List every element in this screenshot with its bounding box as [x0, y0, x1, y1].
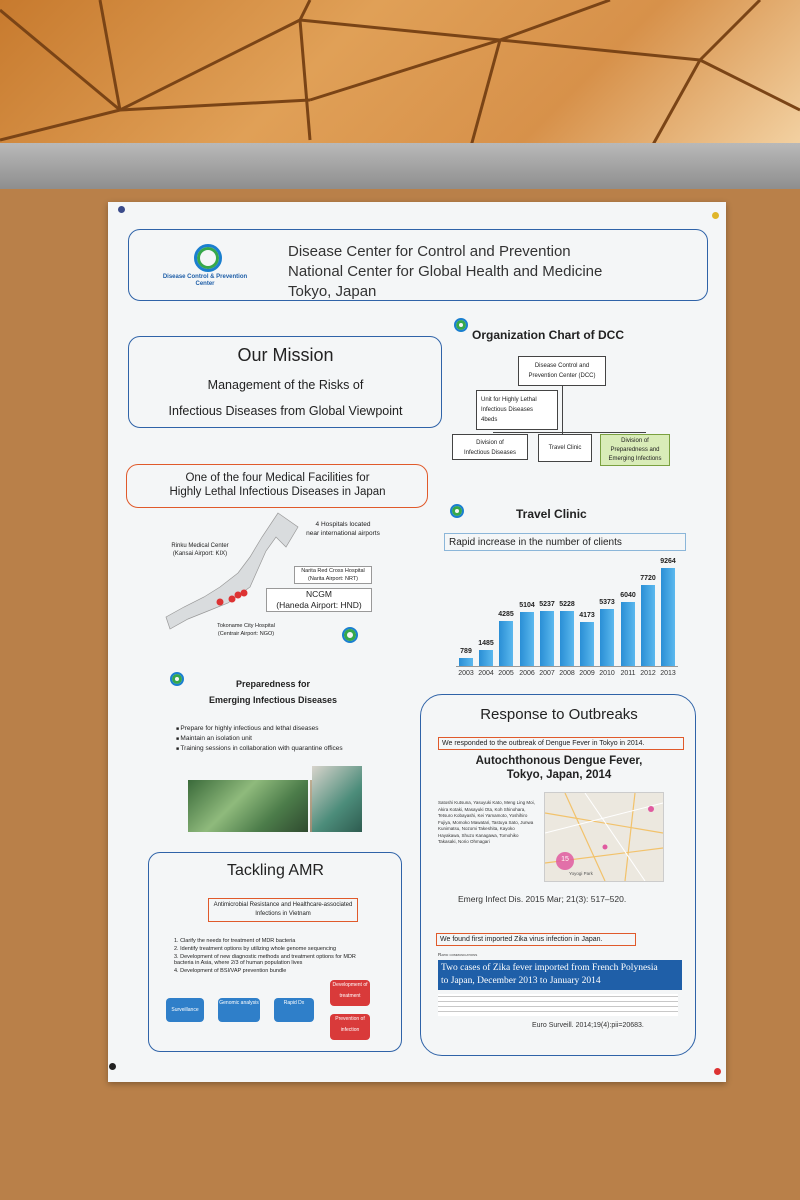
org-connector-h: [493, 432, 646, 433]
mission-title: Our Mission: [237, 345, 334, 365]
travel-clinic-title: Travel Clinic: [516, 507, 587, 521]
flow-treatment: Development of treatment: [330, 980, 370, 1006]
tick-label-2005: 2005: [498, 670, 514, 677]
pin-bottom-left: [109, 1063, 116, 1070]
bar-label-2003: 789: [460, 648, 472, 655]
org-div-prep-3: Emerging Infections: [608, 456, 662, 462]
tokoname-label: [204, 622, 288, 638]
tick-label-2011: 2011: [620, 670, 636, 677]
tick-label-2010: 2010: [599, 670, 615, 677]
ceiling: [0, 0, 800, 150]
bar-label-2007: 5237: [539, 601, 555, 608]
dcc-logo-org: [454, 318, 468, 332]
rinku-label: [160, 542, 240, 558]
org-div-prep-1: Division of: [621, 438, 649, 444]
bar-2013: [661, 568, 675, 666]
tick-label-2003: 2003: [458, 670, 474, 677]
marker-rinku: [217, 599, 224, 606]
dcc-logo-small: [342, 627, 358, 643]
zika-title-1: Two cases of Zika fever imported from French Polynesia: [441, 963, 658, 973]
flow-genomic: Genomic analysis: [218, 998, 260, 1022]
map-label: Yoyogi Park: [569, 871, 593, 876]
header-line-2: National Center for Global Health and Medicine: [288, 263, 603, 280]
training-photo-1: [188, 780, 308, 832]
zika-banner: [438, 960, 682, 990]
org-div-id-2: Infectious Diseases: [463, 450, 517, 456]
preparedness-title: [178, 676, 368, 708]
outbreaks-title: Response to Outbreaks: [480, 706, 638, 723]
prep-bullet-3: ■ Training sessions in collaboration with quarantine offices: [176, 745, 396, 752]
dcc-logo: [194, 244, 222, 272]
tick-label-2007: 2007: [539, 670, 555, 677]
bar-2007: [540, 611, 554, 666]
hospitals-note-2: near international airports: [306, 530, 380, 537]
zika-title-2: to Japan, December 2013 to January 2014: [441, 975, 601, 986]
bar-2008: [560, 611, 574, 666]
pin-bottom-right: [714, 1068, 721, 1075]
flow-prevention: Prevention of infection: [330, 1014, 370, 1040]
org-unit: [476, 390, 558, 430]
narita-label-1: Narita Red Cross Hospital: [301, 568, 365, 574]
header-line-3: Tokyo, Japan: [288, 283, 377, 300]
bar-label-2008: 5228: [559, 601, 575, 608]
bar-label-2004: 1485: [478, 640, 494, 647]
flow-rapid-dx: Rapid Dx: [274, 998, 314, 1022]
org-unit-3: 4beds: [481, 417, 498, 423]
org-chart-title: Organization Chart of DCC: [472, 328, 624, 342]
narita-label: [294, 566, 372, 584]
dengue-citation: Emerg Infect Dis. 2015 Mar; 21(3): 517–520.: [458, 894, 627, 904]
header-line-1: Disease Center for Control and Prevention: [288, 243, 571, 260]
prep-bullet-2: ■ Maintain an isolation unit: [176, 735, 396, 742]
dengue-title-2: Tokyo, Japan, 2014: [506, 769, 612, 781]
bar-2006: [520, 612, 534, 666]
tick-label-2006: 2006: [519, 670, 535, 677]
marker-tokoname: [229, 596, 236, 603]
travel-clinic-subtitle: Rapid increase in the number of clients: [444, 533, 686, 551]
poster: [108, 202, 726, 1082]
amr-item-2: 2. Identify treatment options by utilizing whole genome sequencing: [174, 946, 337, 952]
amr-item-3: 3. Development of new diagnostic methods and treatment options for MDR bacteria in Asia, where 2/3 of human population lives: [174, 954, 356, 966]
tick-label-2012: 2012: [640, 670, 656, 677]
dengue-title: [420, 754, 698, 782]
bar-2003: [459, 658, 473, 666]
bar-2004: [479, 650, 493, 666]
flow-surveillance: Surveillance: [166, 998, 204, 1022]
amr-list: [174, 936, 364, 976]
marker-ncgm: [235, 592, 242, 599]
bar-label-2011: 6040: [620, 592, 636, 599]
ceiling-lattice: [0, 0, 800, 150]
ncgm-label-2: (Haneda Airport: HND): [276, 600, 362, 610]
prep-bullet-1: ■ Prepare for highly infectious and lethal diseases: [176, 725, 396, 732]
tokoname-label-2: (Centrair Airport: NGO): [217, 631, 275, 637]
preparedness-title-2: Emerging Infectious Diseases: [208, 695, 338, 705]
bar-2011: [621, 602, 635, 666]
amr-item-1: 1. Clarify the needs for treatment of MDR bacteria: [174, 938, 296, 944]
zika-citation: Euro Surveill. 2014;19(4):pii=20683.: [532, 1022, 644, 1029]
pin-top-left: [118, 206, 125, 213]
org-div-id: [452, 434, 528, 460]
bar-label-2012: 7720: [640, 575, 656, 582]
pin-top-right: [712, 212, 719, 219]
narita-label-2: (Narita Airport: NRT): [307, 576, 359, 582]
bar-label-2006: 5104: [519, 602, 535, 609]
tokoname-label-1: Tokoname City Hospital: [217, 623, 275, 629]
mission-line-2: Infectious Diseases from Global Viewpoint: [168, 404, 403, 418]
org-connector: [562, 386, 563, 434]
rinku-label-2: (Kansai Airport: KIX): [172, 551, 228, 557]
map-count: 15: [561, 856, 569, 863]
hospitals-note-1: 4 Hospitals located: [315, 521, 371, 528]
amr-subtitle-1: Antimicrobial Resistance and Healthcare-associated: [213, 902, 353, 908]
dengue-title-1: Autochthonous Dengue Fever,: [475, 755, 643, 767]
tick-label-2004: 2004: [478, 670, 494, 677]
preparedness-bullets: [176, 722, 396, 755]
org-unit-2: Infectious Diseases: [481, 407, 534, 413]
map-pin-1: [648, 806, 654, 812]
rapid-communications: Rapid communications: [438, 952, 478, 957]
tick-label-2008: 2008: [559, 670, 575, 677]
amr-subtitle-2: Infections in Vietnam: [255, 911, 311, 917]
zika-note: We found first imported Zika virus infection in Japan.: [436, 933, 636, 946]
org-top: [518, 356, 606, 386]
ncgm-label-1: NCGM: [306, 589, 332, 599]
dengue-map-roads: [545, 793, 663, 881]
org-unit-1: Unit for Highly Lethal: [481, 397, 537, 403]
bar-2009: [580, 622, 594, 666]
bar-2012: [641, 585, 655, 666]
ncgm-label: [266, 588, 372, 612]
tick-label-2013: 2013: [660, 670, 676, 677]
hospitals-note: [288, 520, 398, 538]
amr-title: Tackling AMR: [227, 862, 324, 879]
bar-label-2005: 4285: [498, 611, 514, 618]
bar-2005: [499, 621, 513, 666]
bar-label-2009: 4173: [579, 612, 595, 619]
mission-line-1: Management of the Risks of: [207, 378, 364, 392]
org-div-prep: [600, 434, 670, 466]
dengue-authors: Satoshi Kutsuna, Yasuyuki Kato, Meng Ling Moi, Akira Kotaki, Masayuki Ota, Koh Shinohara, Tetsuro Kobayashi, Kei Yamamoto, Yoshihiro Fujiya, Momoko Mawatari, Tastuya Sato, Junwa Kunimatsu, Nozomi Takeshita, Kayoko Hayakawa, Shuzo Kanagawa, Tomohiko Takasaki, Norio Ohmagari: [438, 800, 535, 844]
clients-bar-chart: [456, 554, 678, 667]
dcc-logo-travel: [450, 504, 464, 518]
facilities-title: [126, 471, 429, 499]
header-title: [288, 242, 602, 302]
org-div-id-1: Division of: [476, 440, 504, 446]
rinku-label-1: Rinku Medical Center: [171, 543, 229, 549]
preparedness-title-1: Preparedness for: [235, 679, 311, 689]
zika-title: [441, 962, 658, 987]
facilities-title-2: Highly Lethal Infectious Diseases in Japan: [169, 486, 386, 498]
bar-label-2010: 5373: [599, 599, 615, 606]
org-top-1: Disease Control and: [534, 363, 590, 369]
amr-item-4: 4. Development of BSI/VAP prevention bundle: [174, 968, 287, 974]
chart-x-axis: [456, 670, 678, 680]
marker-narita: [241, 590, 248, 597]
org-top-2: Prevention Center (DCC): [528, 373, 596, 379]
amr-subtitle: [208, 898, 358, 922]
wall-rail: [0, 143, 800, 189]
training-photo-3: [312, 766, 362, 832]
bar-label-2013: 9264: [660, 558, 676, 565]
logo-text: Disease Control & Prevention Center: [162, 274, 248, 287]
zika-authors-lines: [438, 994, 678, 1016]
org-travel: Travel Clinic: [538, 434, 592, 462]
dengue-note: We responded to the outbreak of Dengue Fever in Tokyo in 2014.: [438, 737, 684, 750]
bar-2010: [600, 609, 614, 666]
facilities-title-1: One of the four Medical Facilities for: [185, 472, 370, 484]
tick-label-2009: 2009: [579, 670, 595, 677]
org-div-prep-2: Preparedness and: [610, 447, 660, 453]
map-pin-2: [603, 845, 608, 850]
dengue-map: [544, 792, 664, 882]
